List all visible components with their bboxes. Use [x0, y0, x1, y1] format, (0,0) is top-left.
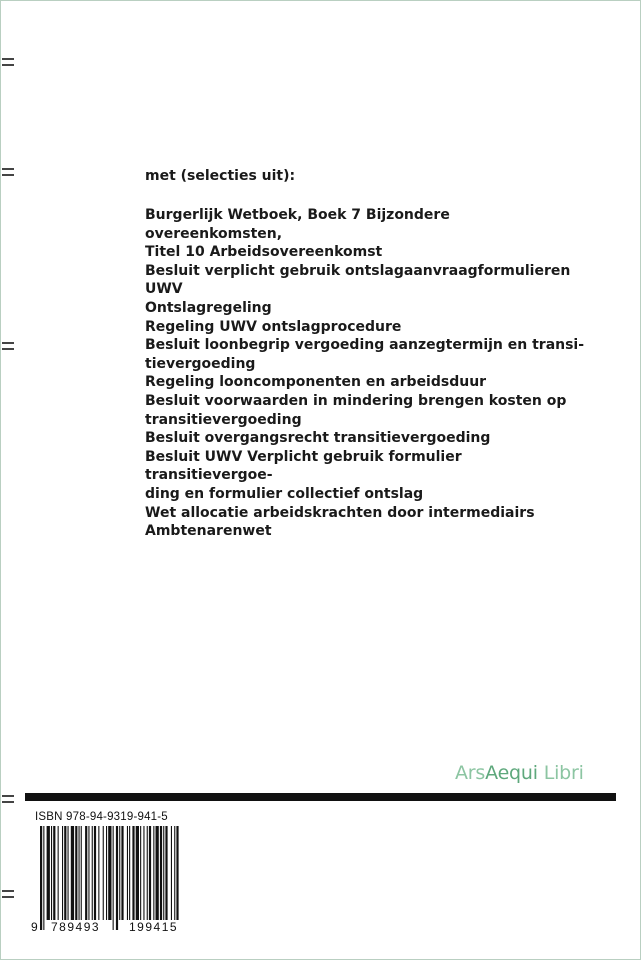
- barcode-bar: [94, 826, 96, 920]
- barcode-bar: [68, 826, 69, 920]
- publisher-logo: [455, 762, 584, 784]
- law-line: Ambtenarenwet: [145, 523, 272, 540]
- barcode-bar: [171, 826, 172, 920]
- barcode-bar: [153, 826, 154, 920]
- barcode-bar: [71, 826, 74, 920]
- barcode-bar: [165, 826, 167, 920]
- barcode-bar: [108, 826, 111, 920]
- law-line: Besluit loonbegrip vergoeding aanzegtermijn en transi-: [145, 337, 585, 354]
- barcode-bar: [132, 826, 134, 920]
- barcode-bar: [43, 826, 44, 930]
- publisher-logo-part: Aequi: [485, 762, 538, 784]
- barcode-bar: [174, 826, 175, 920]
- isbn-text: ISBN 978-94-9319-941-5: [35, 811, 168, 823]
- barcode-right-group: 199415: [129, 920, 179, 934]
- barcode-bar: [149, 826, 151, 920]
- law-list: [145, 206, 585, 541]
- barcode-bar: [75, 826, 77, 920]
- law-line: Besluit UWV Verplicht gebruik formulier transitievergoe-: [145, 448, 462, 484]
- barcode-bar: [40, 826, 42, 930]
- barcode-bar: [147, 826, 148, 920]
- barcode-bar: [143, 826, 144, 920]
- law-line: Besluit verplicht gebruik ontslagaanvraagformulieren: [145, 262, 571, 279]
- barcode-bar: [113, 826, 114, 930]
- law-line: Ontslagregeling: [145, 299, 272, 316]
- law-line: tievergoeding: [145, 355, 256, 372]
- barcode-bar: [103, 826, 104, 920]
- barcode-bar: [81, 826, 82, 920]
- barcode-bar: [51, 826, 52, 920]
- trim-mark: [2, 890, 14, 898]
- barcode-first-digit: 9: [31, 920, 38, 934]
- barcode-bar: [127, 826, 128, 920]
- barcode-bar: [106, 826, 107, 920]
- barcode-bar: [85, 826, 87, 920]
- law-line: UWV: [145, 281, 183, 298]
- barcode-bar: [62, 826, 63, 920]
- barcode-bar: [129, 826, 130, 920]
- barcode-left-group: 789493: [51, 920, 101, 934]
- law-line: transitievergoeding: [145, 411, 302, 428]
- barcode-bar: [53, 826, 55, 920]
- barcode-bar: [47, 826, 50, 920]
- law-line: Burgerlijk Wetboek, Boek 7 Bijzondere overeenkomsten,: [145, 207, 450, 242]
- barcode-digits: [30, 920, 198, 938]
- law-line: Regeling UWV ontslagprocedure: [145, 318, 402, 335]
- barcode-bar: [64, 826, 66, 920]
- law-line: Wet allocatie arbeidskrachten door intermediairs: [145, 504, 535, 521]
- barcode-bar: [88, 826, 89, 920]
- barcode-bar: [79, 826, 80, 920]
- publisher-logo-part: Ars: [455, 762, 486, 784]
- barcode-bar: [58, 826, 59, 920]
- barcode-bar: [98, 826, 99, 920]
- law-line: Titel 10 Arbeidsovereenkomst: [145, 244, 383, 261]
- barcode-bar: [116, 826, 118, 930]
- barcode-bar: [160, 826, 162, 920]
- trim-mark: [2, 342, 14, 350]
- barcode-bar: [140, 826, 141, 920]
- trim-mark: [2, 58, 14, 66]
- barcode-bar: [121, 826, 123, 920]
- law-line: ding en formulier collectief ontslag: [145, 485, 424, 502]
- barcode-bar: [136, 826, 139, 920]
- barcode-bar: [119, 826, 120, 920]
- barcode-bar: [176, 826, 178, 930]
- barcode-bar: [156, 826, 159, 920]
- trim-mark: [2, 168, 14, 176]
- trim-mark: [2, 795, 14, 803]
- law-line: Besluit voorwaarden in mindering brengen kosten op: [145, 392, 567, 409]
- law-line: Regeling looncomponenten en arbeidsduur: [145, 374, 487, 391]
- publisher-logo-part: Libri: [537, 762, 584, 784]
- barcode-bar: [163, 826, 164, 920]
- law-line: Besluit overgangsrecht transitievergoeding: [145, 430, 491, 447]
- barcode-bar: [92, 826, 93, 920]
- intro-text: met (selecties uit):: [145, 168, 296, 184]
- divider-bar: [25, 793, 616, 801]
